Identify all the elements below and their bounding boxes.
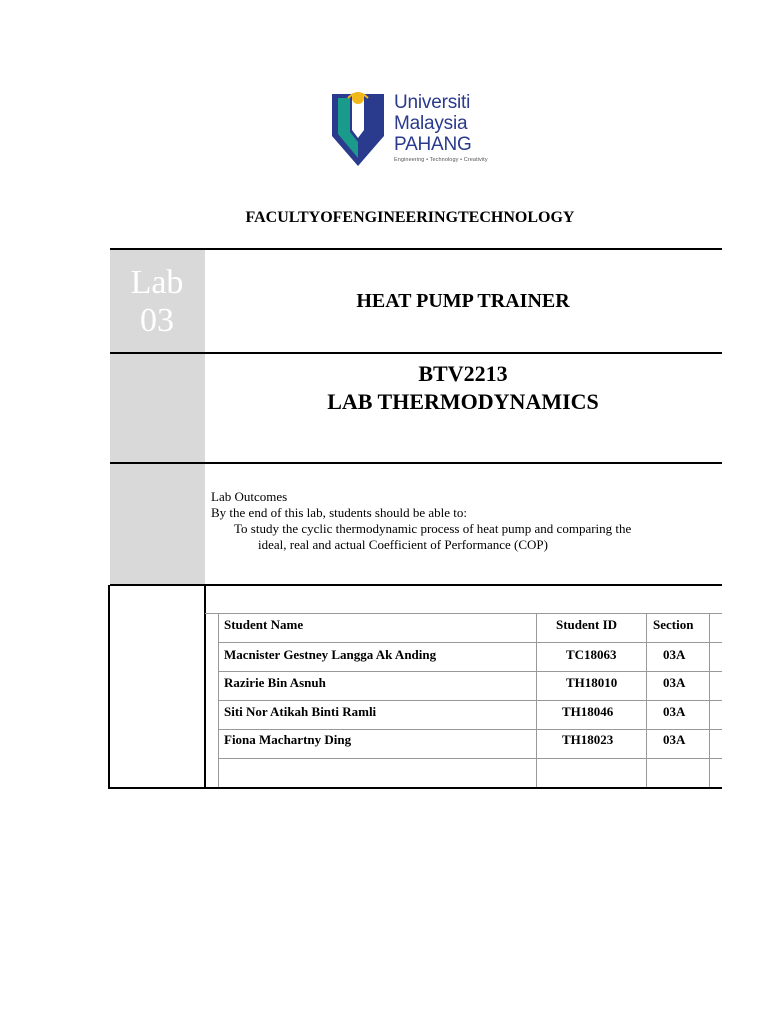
outcome-item-continued: ideal, real and actual Coefficient of Performance (COP) — [258, 537, 548, 552]
table-col-rule — [536, 613, 537, 787]
student-section: 03A — [663, 704, 686, 719]
faculty-name: FACULTYOFENGINEERINGTECHNOLOGY — [245, 209, 575, 226]
logo-line-1: Universiti — [394, 92, 471, 113]
student-name: Razirie Bin Asnuh — [224, 675, 326, 690]
outcome-item — [234, 521, 631, 537]
student-id: TH18010 — [566, 675, 618, 690]
student-id: TH18023 — [562, 732, 614, 747]
student-section: 03A — [663, 675, 686, 690]
table-col-rule — [709, 613, 710, 787]
divider-course — [110, 462, 722, 464]
student-id: TH18046 — [562, 704, 614, 719]
student-id: TC18063 — [566, 647, 617, 662]
student-name: Fiona Machartny Ding — [224, 732, 352, 747]
lab-outcomes — [211, 489, 631, 553]
box-left-border — [108, 585, 110, 789]
header-student-id: Student ID — [556, 617, 618, 632]
course-name: LAB THERMODYNAMICS — [327, 389, 599, 414]
outcomes-heading: Lab Outcomes — [211, 489, 288, 504]
header-section: Section — [653, 617, 694, 632]
outcomes-intro: By the end of this lab, students should be able to: — [211, 505, 467, 520]
lab-title: HEAT PUMP TRAINER — [356, 290, 570, 312]
lab-word: Lab — [130, 264, 184, 301]
box-inner-border — [204, 585, 206, 789]
logo-wordmark — [394, 92, 488, 164]
student-name: Macnister Gestney Langga Ak Anding — [224, 647, 437, 662]
table-col-rule — [218, 613, 219, 787]
logo-line-2: Malaysia — [394, 113, 468, 134]
lab-digits: 03 — [140, 302, 174, 339]
table-rule — [205, 613, 722, 614]
outcome-item-text: To study the cyclic thermodynamic process of heat pump and comparing the — [234, 521, 632, 536]
logo-tagline: Engineering • Technology • Creativity — [394, 157, 488, 163]
course-code: BTV2213 — [418, 361, 508, 386]
divider-top — [110, 248, 722, 250]
student-section: 03A — [663, 647, 686, 662]
course-block — [205, 360, 721, 416]
divider-outcomes — [110, 584, 722, 586]
lab-number — [110, 264, 204, 340]
course-side-panel — [110, 354, 205, 462]
table-col-rule — [646, 613, 647, 787]
header-student-name: Student Name — [224, 617, 304, 632]
divider-title — [110, 352, 722, 354]
logo-line-3: PAHANG — [394, 134, 472, 155]
shield-logo-icon — [330, 88, 386, 168]
student-section: 03A — [663, 732, 686, 747]
outcomes-side-panel — [110, 464, 205, 584]
divider-bottom — [108, 787, 722, 789]
student-name: Siti Nor Atikah Binti Ramli — [224, 704, 377, 719]
university-logo — [330, 88, 510, 168]
